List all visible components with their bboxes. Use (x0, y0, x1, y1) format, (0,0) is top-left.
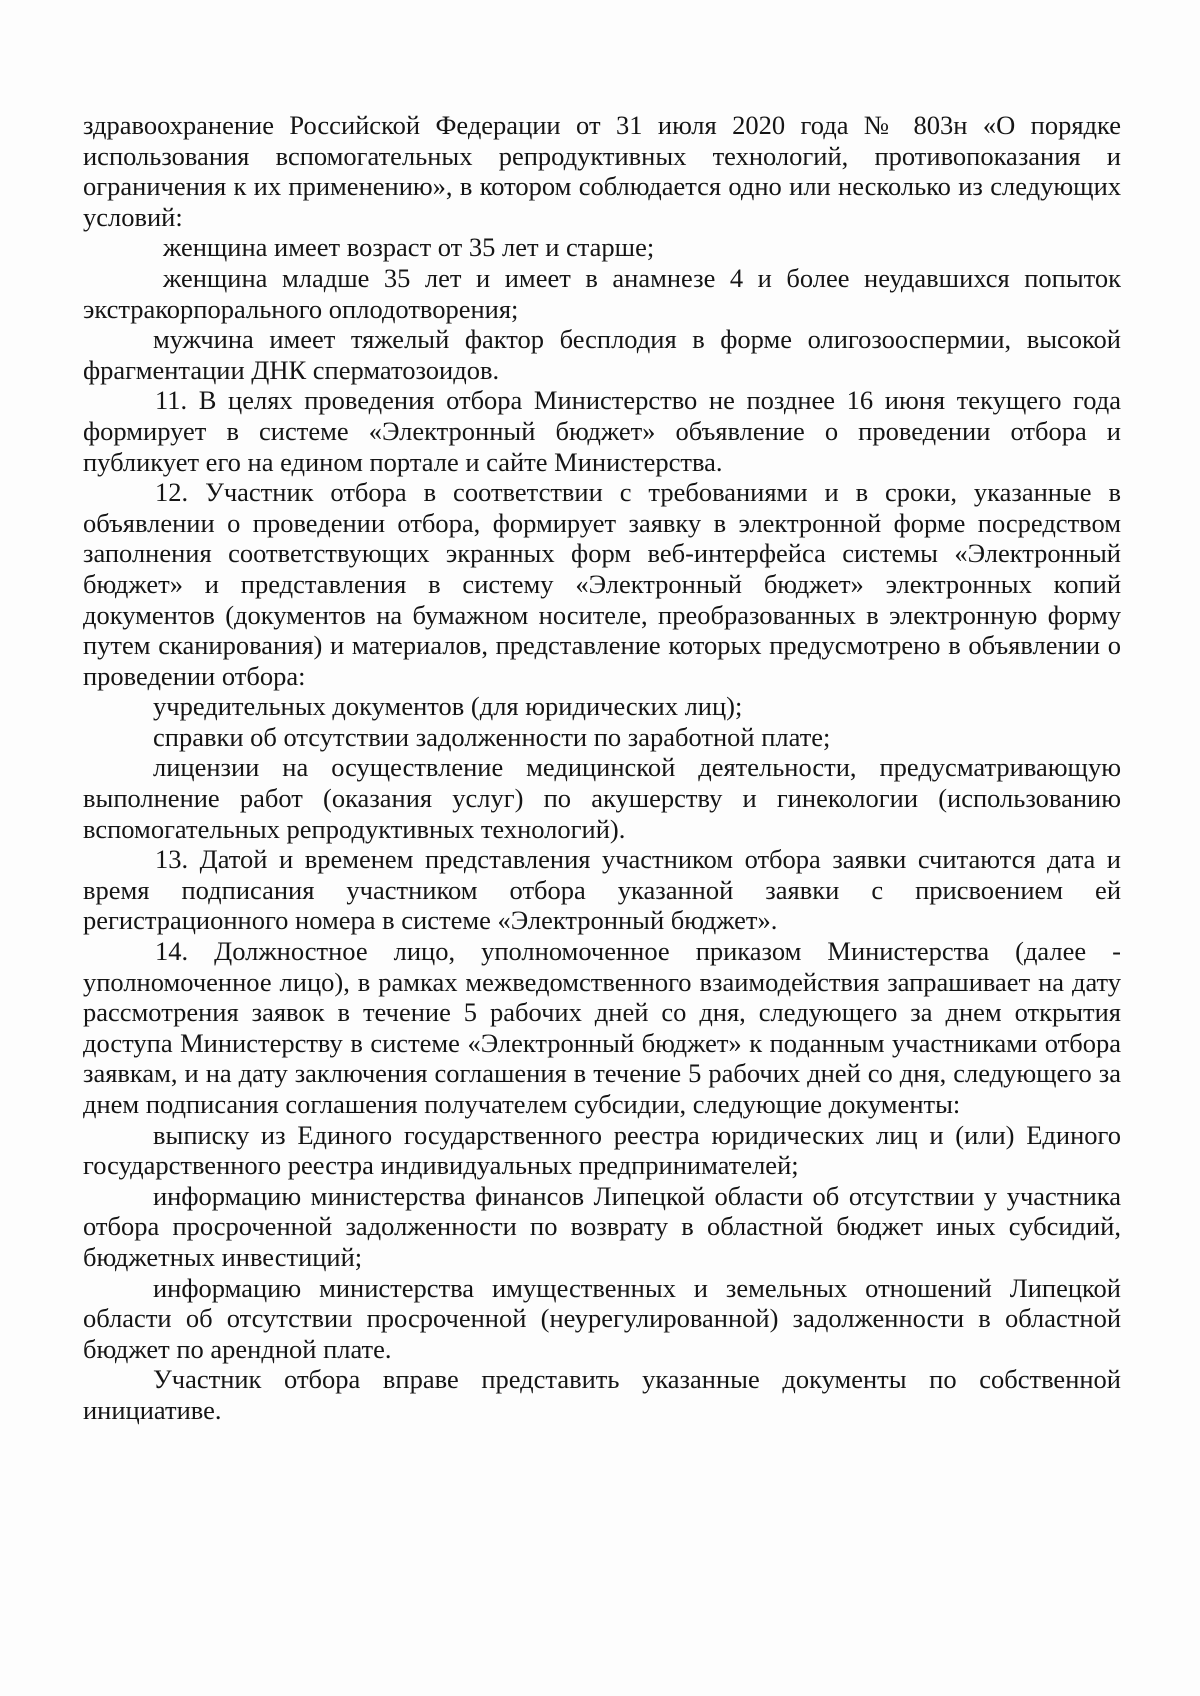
paragraph-14: 14. Должностное лицо, уполномоченное приказом Министерства (далее - уполномоченное лицо), в рамках межведомственного взаимодействия запрашивает на дату рассмотрения заявок в течение 5 рабочих дней со дня, следующего за днем открытия доступа Министерству в системе «Электронный бюджет» к поданным участниками отбора заявкам, и на дату заключения соглашения в течение 5 рабочих дней со дня, следующего за днем подписания соглашения получателем субсидии, следующие документы: (83, 936, 1121, 1119)
condition-age: женщина имеет возраст от 35 лет и старше; (163, 232, 655, 263)
list-item-registry-extract: выписку из Единого государственного реестра юридических лиц и (или) Единого государственного реестра индивидуальных предпринимателей; (83, 1119, 1121, 1181)
list-item-founding-documents: учредительных документов (для юридических лиц); (153, 691, 743, 722)
condition-failed-attempts: женщина младше 35 лет и имеет в анамнезе 4 и более неудавшихся попыток экстракорпорального оплодотворения; (83, 262, 1121, 324)
paragraph-11: 11. В целях проведения отбора Министерство не позднее 16 июня текущего года формирует в системе «Электронный бюджет» объявление о проведении отбора и публикует его на едином портале и сайте Министерства. (83, 385, 1121, 477)
list-item-salary-certificate: справки об отсутствии задолженности по заработной плате; (153, 721, 831, 752)
list-item-property-info: информацию министерства имущественных и земельных отношений Липецкой области об отсутствии просроченной (неурегулированной) задолженности в областной бюджет по арендной плате. (83, 1272, 1121, 1364)
list-item-medical-license: лицензии на осуществление медицинской деятельности, предусматривающую выполнение работ (оказания услуг) по акушерству и гинекологии (использованию вспомогательных репродуктивных технологий). (83, 752, 1121, 844)
condition-male-factor: мужчина имеет тяжелый фактор бесплодия в форме олигозооспермии, высокой фрагментации ДНК сперматозоидов. (83, 324, 1121, 385)
closing-paragraph: Участник отбора вправе представить указанные документы по собственной инициативе. (83, 1364, 1121, 1425)
paragraph-12: 12. Участник отбора в соответствии с требованиями и в сроки, указанные в объявлении о проведении отбора, формирует заявку в электронной форме посредством заполнения соответствующих экранных форм веб-интерфейса системы «Электронный бюджет» и представления в систему «Электронный бюджет» электронных копий документов (документов на бумажном носителе, преобразованных в электронную форму путем сканирования) и материалов, представление которых предусмотрено в объявлении о проведении отбора: (83, 477, 1121, 691)
document-body (83, 110, 1121, 1426)
paragraph-13: 13. Датой и временем представления участником отбора заявки считаются дата и время подписания участником отбора указанной заявки с присвоением ей регистрационного номера в системе «Электронный бюджет». (83, 844, 1121, 936)
paragraph-continuation: здравоохранение Российской Федерации от 31 июля 2020 года № 803н «О порядке использования вспомогательных репродуктивных технологий, противопоказания и ограничения к их применению», в котором соблюдается одно или несколько из следующих условий: (83, 110, 1121, 232)
list-item-finance-info: информацию министерства финансов Липецкой области об отсутствии у участника отбора просроченной задолженности по возврату в областной бюджет иных субсидий, бюджетных инвестиций; (83, 1180, 1121, 1272)
